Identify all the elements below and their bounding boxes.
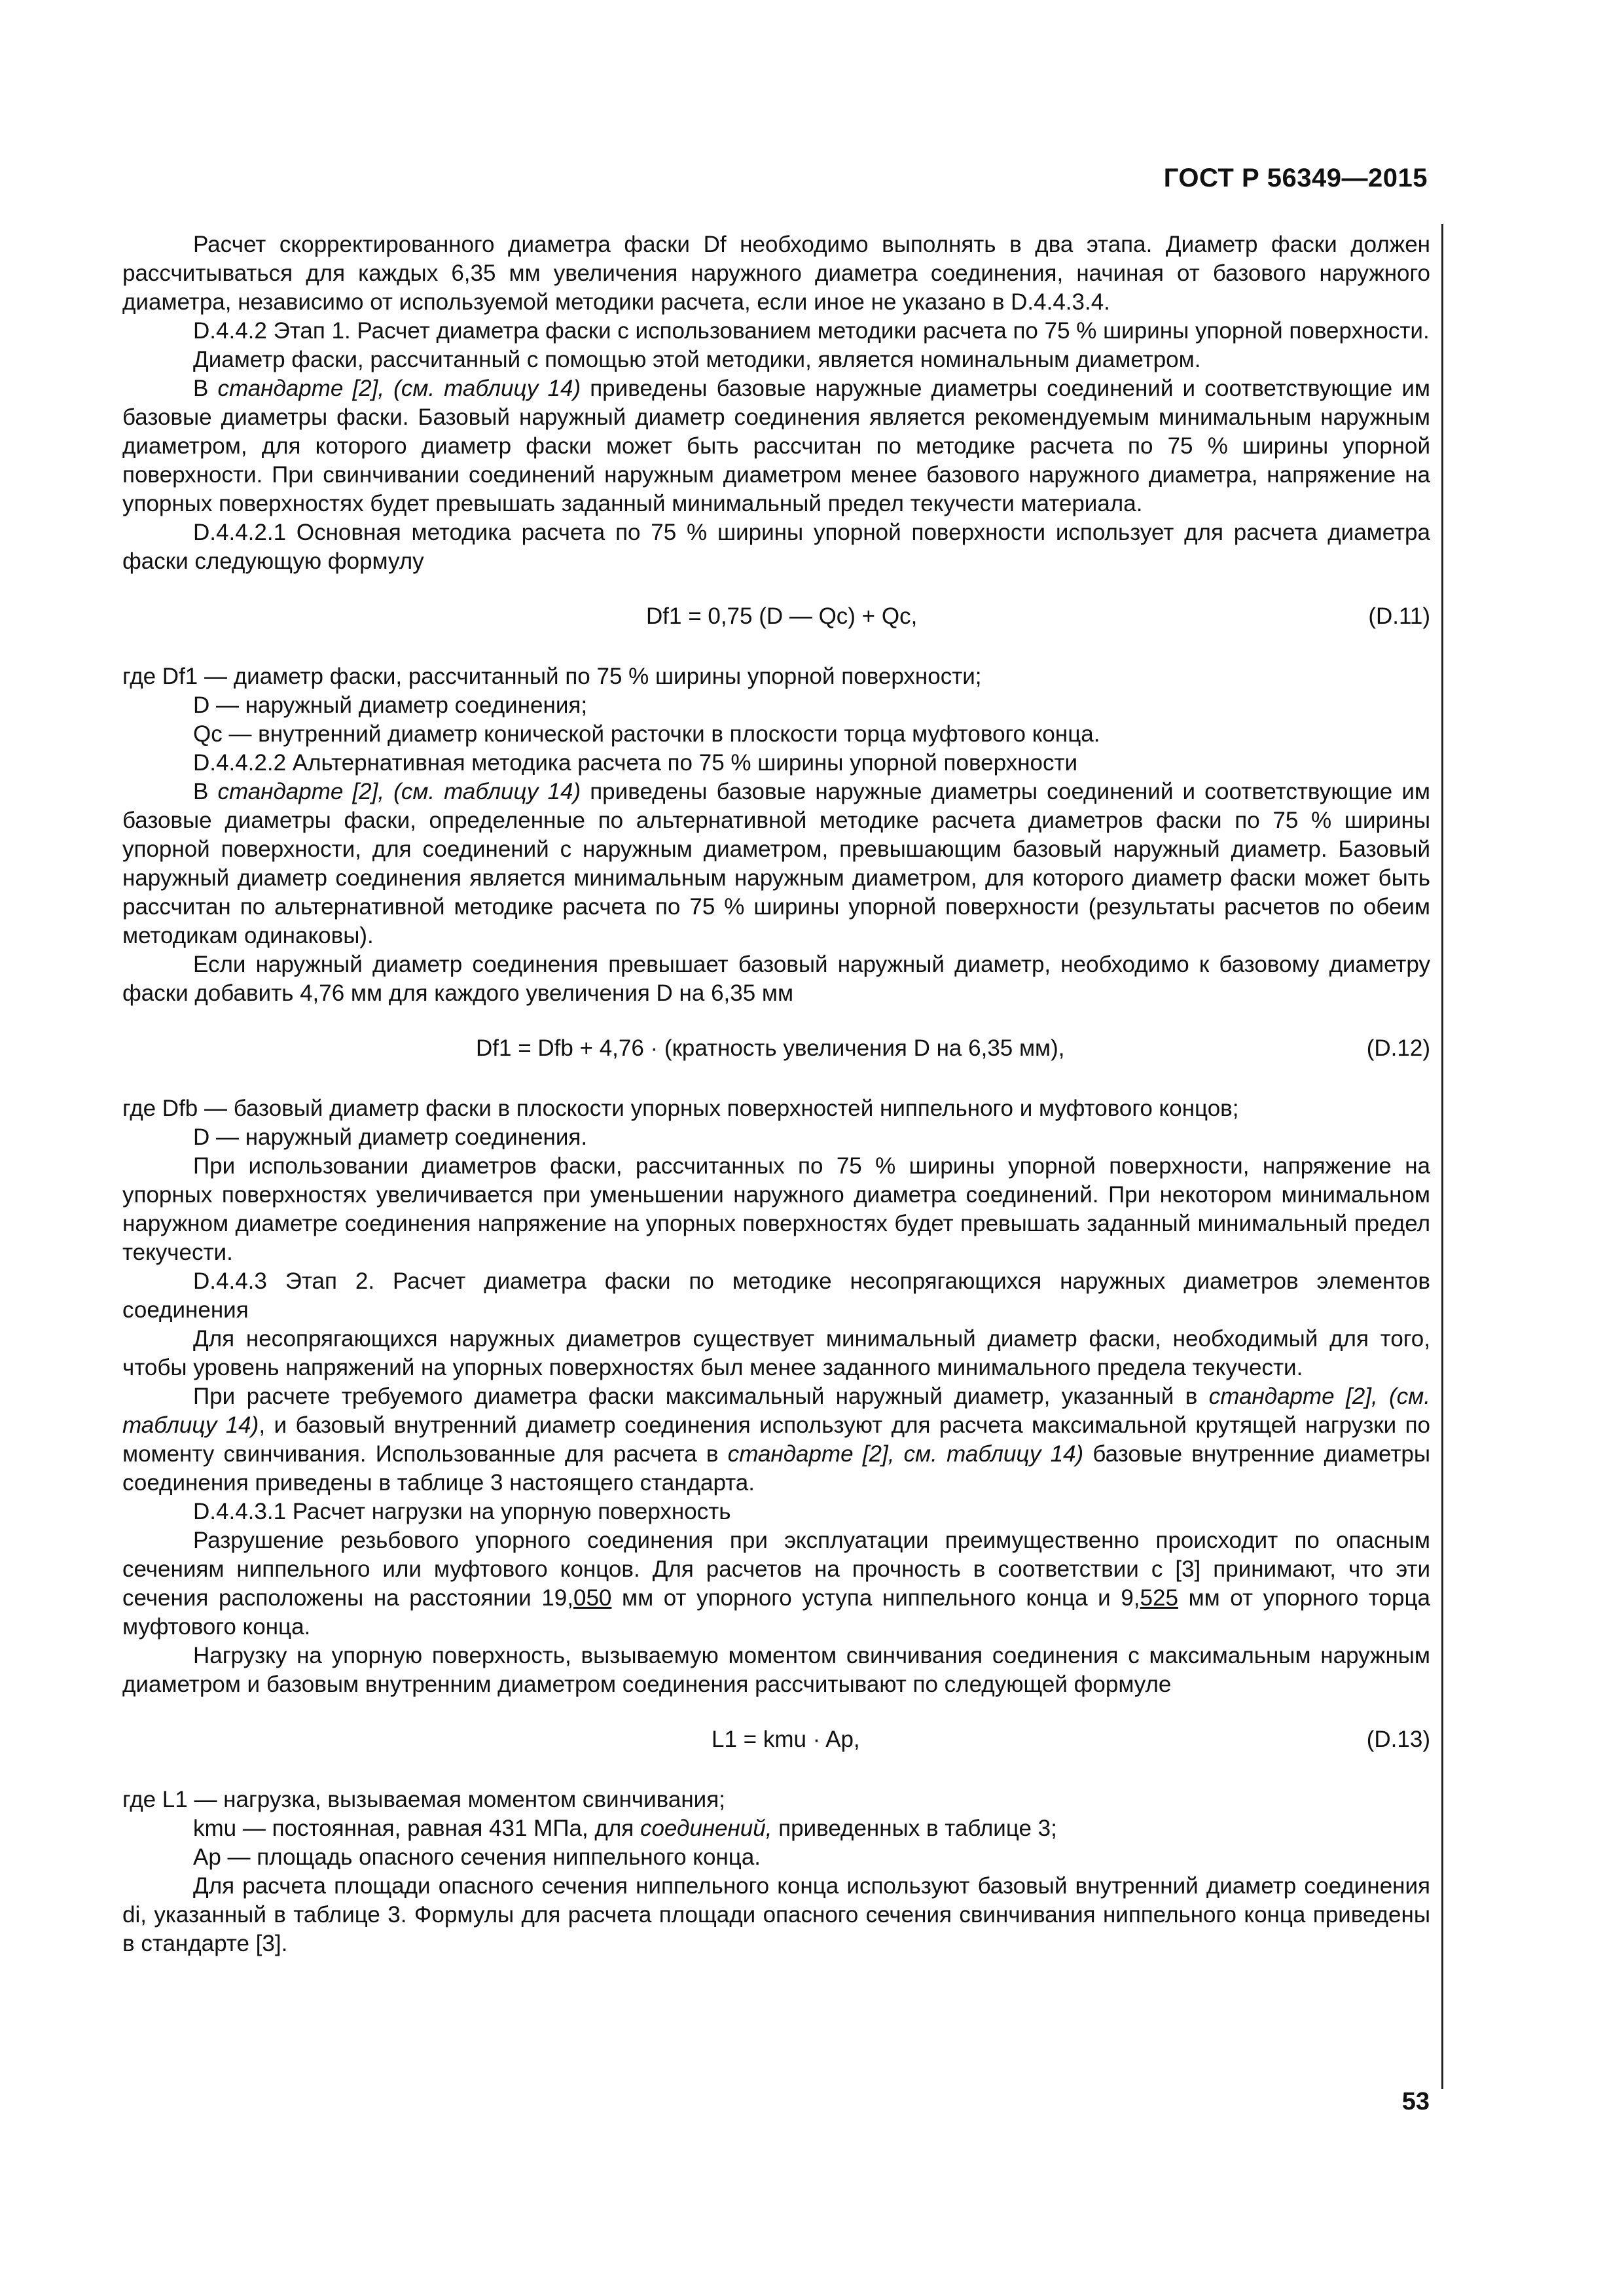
paragraph: Расчет скорректированного диаметра фаски Df необходимо выполнять в два этапа. Диаметр фаски должен рассчитываться для каждых 6,35 мм увеличения наружного диаметра соединения, начиная от базового наружного диаметра, независимо от используемой методики расчета, если иное не указано в D.4.4.3.4. — [122, 232, 1430, 315]
page-number: 53 — [1401, 2088, 1430, 2115]
standard-reference: стандарте [2], (см. таблицу 14) — [217, 376, 581, 401]
document-header: ГОСТ Р 56349—2015 — [1163, 164, 1428, 192]
paragraph: Для несопрягающихся наружных диаметров существует минимальный диаметр фаски, необходимый для того, чтобы уровень напряжений на упорных поверхностях был менее заданного минимального предела текучести. — [122, 1326, 1430, 1380]
section-heading: D.4.4.3.1 Расчет нагрузки на упорную поверхность — [193, 1499, 731, 1524]
equation-number: (D.12) — [1366, 1035, 1430, 1061]
document-body — [122, 230, 1430, 1958]
equation-d13 — [122, 1725, 1430, 1755]
equation-number: (D.11) — [1368, 603, 1430, 629]
underlined-digits: 050 — [573, 1585, 612, 1611]
section-heading: D.4.4.2 Этап 1. Расчет диаметра фаски с использованием методики расчета по 75 % ширины упорной поверхности. — [193, 318, 1430, 344]
section-heading: D.4.4.2.1 Основная методика расчета по 75 % ширины упорной поверхности использует для расчета диаметра фаски следующую формулу — [122, 520, 1430, 574]
paragraph: При использовании диаметров фаски, рассчитанных по 75 % ширины упорной поверхности, напряжение на упорных поверхностях увеличивается при уменьшении наружного диаметра соединений. При некотором минимальном наружном диаметре соединения напряжение на упорных поверхностях будет превышать заданный минимальный предел текучести. — [122, 1153, 1430, 1265]
where-clause: где Dfb — базовый диаметр фаски в плоскости упорных поверхностей ниппельного и муфтового концов; — [122, 1096, 1239, 1121]
where-clause: Ap — площадь опасного сечения ниппельного конца. — [193, 1844, 761, 1870]
paragraph: В стандарте [2], (см. таблицу 14) приведены базовые наружные диаметры соединений и соответствующие им базовые диаметры фаски. Базовый наружный диаметр соединения является рекомендуемым минимальным наружным диаметром, для которого диаметр фаски может быть рассчитан по методике расчета по 75 % ширины упорной поверхности. При свинчивании соединений наружным диаметром менее базового наружного диаметра, напряжение на упорных поверхностях будет превышать заданный минимальный предел текучести материала. — [122, 376, 1430, 516]
formula: Df1 = Dfb + 4,76 · (кратность увеличения D на 6,35 мм), — [476, 1035, 1065, 1061]
where-clause: где L1 — нагрузка, вызываемая моментом свинчивания; — [122, 1787, 725, 1812]
margin-change-bar — [1441, 224, 1443, 2089]
standard-reference: стандарте [2], (см. таблицу 14) — [217, 779, 581, 804]
paragraph: Нагрузку на упорную поверхность, вызываемую моментом свинчивания соединения с максимальным наружным диаметром и базовым внутренним диаметром соединения рассчитывают по следующей формуле — [122, 1643, 1430, 1697]
paragraph: При расчете требуемого диаметра фаски максимальный наружный диаметр, указанный в стандарте [2], (см. таблицу 14), и базовый внутренний диаметр соединения используют для расчета максимальной крутящей нагрузки по моменту свинчивания. Использованные для расчета в стандарте [2], см. таблицу 14) базовые внутренние диаметры соединения приведены в таблице 3 настоящего стандарта. — [122, 1384, 1430, 1496]
section-heading: D.4.4.2.2 Альтернативная методика расчета по 75 % ширины упорной поверхности — [193, 750, 1078, 776]
underlined-digits: 525 — [1140, 1585, 1178, 1611]
equation-d12 — [122, 1034, 1430, 1064]
standard-reference: стандарте [2], см. таблицу 14) — [727, 1441, 1084, 1467]
formula: L1 = kmu · Ap, — [712, 1727, 860, 1752]
paragraph: Если наружный диаметр соединения превышает базовый наружный диаметр, необходимо к базовому диаметру фаски добавить 4,76 мм для каждого увеличения D на 6,35 мм — [122, 952, 1430, 1006]
where-clause: D — наружный диаметр соединения; — [193, 692, 588, 718]
where-clause: D — наружный диаметр соединения. — [193, 1124, 588, 1150]
standard-reference: стандарте [2], (см. таблицу 14) — [122, 1384, 1430, 1438]
where-clause: где Df1 — диаметр фаски, рассчитанный по 75 % ширины упорной поверхности; — [122, 664, 982, 689]
paragraph: Разрушение резьбового упорного соединения при эксплуатации преимущественно происходит по опасным сечениям ниппельного или муфтового концов. Для расчетов на прочность в соответствии с [3] принимают, что эти сечения расположены на расстоянии 19,050 мм от упорного уступа ниппельного конца и 9,525 мм от упорного торца муфтового конца. — [122, 1528, 1430, 1640]
formula: Df1 = 0,75 (D — Qc) + Qc, — [646, 603, 918, 629]
equation-number: (D.13) — [1366, 1727, 1430, 1752]
paragraph: Для расчета площади опасного сечения ниппельного конца используют базовый внутренний диаметр соединения di, указанный в таблице 3. Формулы для расчета площади опасного сечения свинчивания ниппельного конца приведены в стандарте [3]. — [122, 1873, 1430, 1956]
where-clause: kmu — постоянная, равная 431 МПа, для соединений, приведенных в таблице 3; — [193, 1816, 1057, 1841]
paragraph: В стандарте [2], (см. таблицу 14) приведены базовые наружные диаметры соединений и соответствующие им базовые диаметры фаски, определенные по альтернативной методике расчета диаметров фаски по 75 % ширины упорной поверхности, для соединений с наружным диаметром, превышающим базовый наружный диаметр. Базовый наружный диаметр соединения является минимальным наружным диаметром, для которого диаметр фаски может быть рассчитан по альтернативной методике расчета по 75 % ширины упорной поверхности (результаты расчетов по обеим методикам одинаковы). — [122, 779, 1430, 948]
where-clause: Qc — внутренний диаметр конической расточки в плоскости торца муфтового конца. — [193, 721, 1100, 747]
paragraph: Диаметр фаски, рассчитанный с помощью этой методики, является номинальным диаметром. — [193, 347, 1201, 372]
section-heading: D.4.4.3 Этап 2. Расчет диаметра фаски по методике несопрягающихся наружных диаметров элементов соединения — [122, 1268, 1430, 1323]
equation-d11 — [122, 602, 1430, 632]
